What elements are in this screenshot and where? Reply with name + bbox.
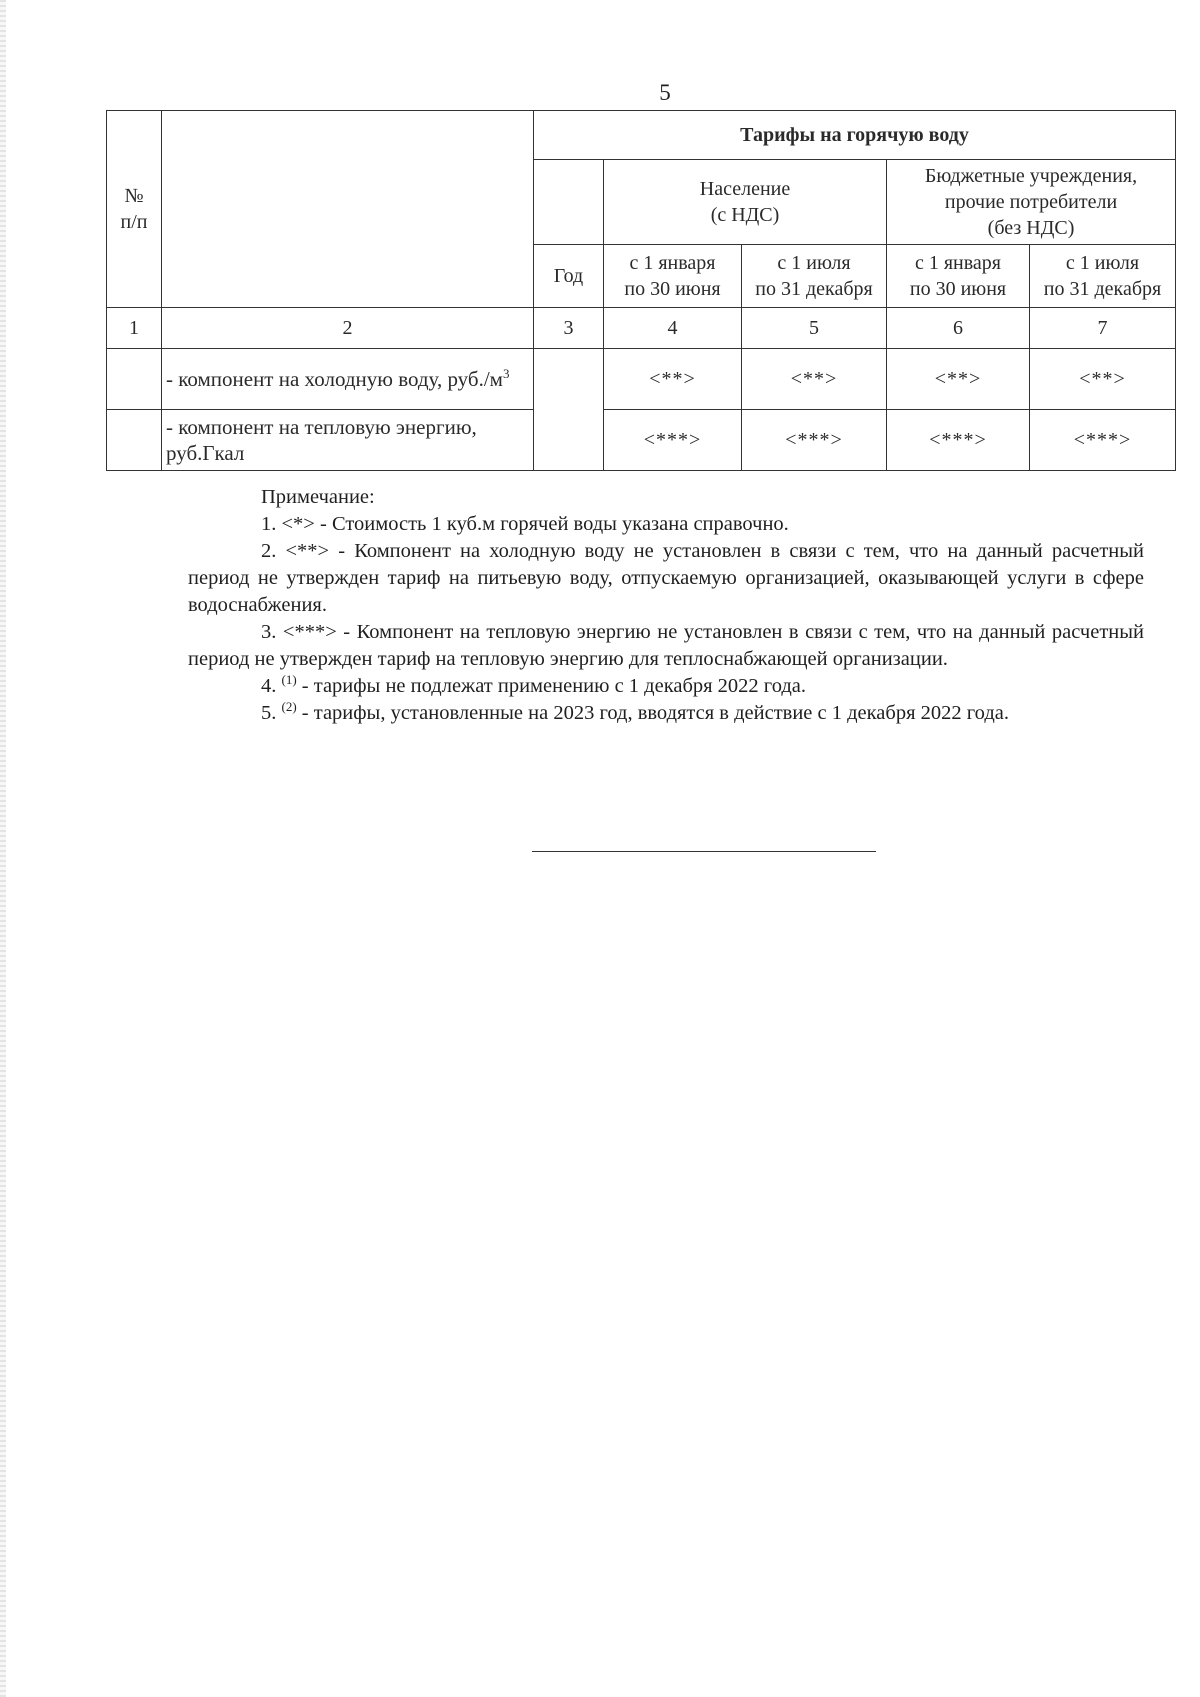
note-4-prefix: 4. xyxy=(261,675,282,697)
note-5-prefix: 5. xyxy=(261,702,282,724)
row-label-text: - компонент на холодную воду, руб./м xyxy=(166,367,503,391)
note-5-sup: (2) xyxy=(281,699,297,715)
note-item: 1. <*> - Стоимость 1 куб.м горячей воды указана справочно. xyxy=(261,513,789,535)
value-cell: <***> xyxy=(887,410,1030,471)
header-budget-period-2 xyxy=(1030,245,1176,308)
period-2-end: по 31 декабря xyxy=(755,278,873,300)
notes-title: Примечание: xyxy=(261,486,375,508)
end-divider xyxy=(532,851,876,852)
header-population-line1: Население xyxy=(699,178,791,200)
scan-edge xyxy=(0,0,6,1697)
row-label xyxy=(162,349,534,410)
header-budget-period-1 xyxy=(887,245,1030,308)
value-cell: <**> xyxy=(604,349,742,410)
column-number: 6 xyxy=(887,308,1030,349)
header-budget xyxy=(887,160,1176,245)
period-2-start: с 1 июля xyxy=(777,252,851,274)
header-number: № п/п xyxy=(120,185,148,233)
note-4-text: - тарифы не подлежат применению с 1 декабря 2022 года. xyxy=(296,675,807,697)
page-number: 5 xyxy=(659,80,671,105)
column-number: 7 xyxy=(1030,308,1176,349)
header-number-cell xyxy=(107,111,162,308)
header-year-spacer xyxy=(534,160,604,245)
note-item-5 xyxy=(188,700,1144,727)
table-row xyxy=(107,349,1176,410)
column-number: 2 xyxy=(162,308,534,349)
header-budget-line2: прочие потребители xyxy=(944,191,1118,213)
value-cell: <***> xyxy=(742,410,887,471)
header-population-line2: (с НДС) xyxy=(710,204,780,226)
value-cell: <**> xyxy=(887,349,1030,410)
note-4-sup: (1) xyxy=(281,672,297,688)
header-pop-period-1 xyxy=(604,245,742,308)
note-item-4 xyxy=(188,673,1144,700)
table-row xyxy=(107,410,1176,471)
header-population xyxy=(604,160,887,245)
row-label-sup: 3 xyxy=(502,366,510,381)
value-cell: <***> xyxy=(1030,410,1176,471)
header-budget-line3: (без НДС) xyxy=(987,217,1075,239)
header-pop-period-2 xyxy=(742,245,887,308)
notes-section xyxy=(188,484,1144,727)
period-1-end: по 30 июня xyxy=(624,278,721,300)
row-number-cell xyxy=(107,410,162,471)
header-budget-line1: Бюджетные учреждения, xyxy=(924,165,1138,187)
row-number-cell xyxy=(107,349,162,410)
value-cell: <***> xyxy=(604,410,742,471)
period-1-start: с 1 января xyxy=(914,252,1002,274)
column-number: 5 xyxy=(742,308,887,349)
column-number: 4 xyxy=(604,308,742,349)
note-item: 2. <**> - Компонент на холодную воду не установлен в связи с тем, что на данный расчетный период не утвержден тариф на питьевую воду, отпускаемую организацией, оказывающей услуги в сфере водоснабжения. xyxy=(188,540,1144,616)
note-5-text: - тарифы, установленные на 2023 год, вводятся в действие с 1 декабря 2022 года. xyxy=(296,702,1009,724)
value-cell: <**> xyxy=(1030,349,1176,410)
header-empty-cell xyxy=(162,111,534,308)
header-main: Тарифы на горячую воду xyxy=(534,111,1176,160)
period-1-end: по 30 июня xyxy=(909,278,1007,300)
value-cell: <**> xyxy=(742,349,887,410)
column-number: 3 xyxy=(534,308,604,349)
note-item: 3. <***> - Компонент на тепловую энергию не установлен в связи с тем, что на данный расчетный период не утвержден тариф на тепловую энергию для теплоснабжающей организации. xyxy=(188,621,1144,670)
year-cell xyxy=(534,349,604,471)
header-year: Год xyxy=(534,245,604,308)
column-number: 1 xyxy=(107,308,162,349)
period-2-end: по 31 декабря xyxy=(1043,278,1162,300)
tariffs-table xyxy=(106,110,1176,471)
period-1-start: с 1 января xyxy=(629,252,716,274)
row-label: - компонент на тепловую энергию, руб.Гкал xyxy=(162,410,534,471)
period-2-start: с 1 июля xyxy=(1065,252,1140,274)
